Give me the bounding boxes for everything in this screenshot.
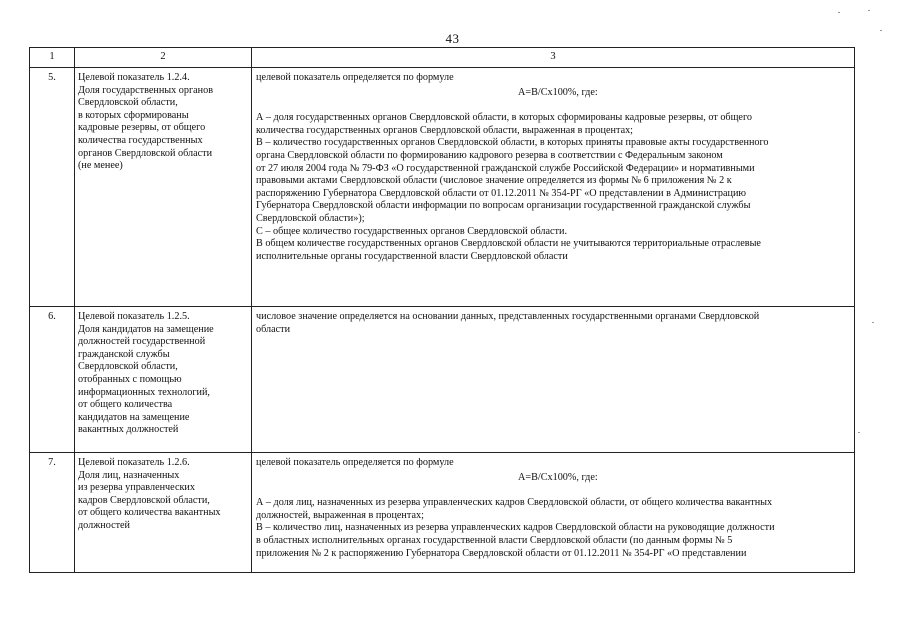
row-number: 6. [30, 307, 75, 453]
table-header-row [30, 48, 855, 68]
description-line: В – количество лиц, назначенных из резерва управленческих кадров Свердловской области на руководящие должности [256, 522, 775, 534]
description-line: Свердловской области»); [256, 212, 365, 224]
description-line: А – доля лиц, назначенных из резерва управленческих кадров Свердловской области, от общего количества вакантных [256, 497, 773, 509]
description-cell [252, 68, 855, 307]
description-line: В – количество государственных органов Свердловской области, в которых приняты правовые акты государственного [256, 137, 769, 149]
formula: А=В/Сх100%, где: [518, 86, 598, 98]
description-line: в областных исполнительных органах государственной власти Свердловской области (по данным формы № 5 [256, 534, 733, 546]
scan-speck [872, 322, 874, 323]
indicator-line: (не менее) [78, 160, 123, 172]
page-number: 43 [445, 31, 460, 46]
indicator-cell [75, 307, 252, 453]
description-line: числовое значение определяется на основании данных, представленных государственными органами Свердловской [256, 311, 760, 322]
indicator-line: должностей [78, 519, 131, 531]
description-line: органа Свердловской области по формированию кадрового резерва в соответствии с Федеральным законом [256, 149, 723, 161]
indicator-line: Целевой показатель 1.2.5. [78, 311, 190, 322]
indicator-cell [75, 68, 252, 307]
indicator-table [29, 47, 855, 573]
description-line: должностей, выраженная в процентах; [256, 509, 424, 521]
indicator-line: органов Свердловской области [78, 147, 213, 159]
indicator-line: в которых сформированы [78, 109, 189, 121]
description-line: С – общее количество государственных органов Свердловской области. [256, 225, 567, 237]
indicator-line: Целевой показатель 1.2.4. [78, 72, 190, 83]
table-row [30, 307, 855, 453]
indicator-line: от общего количества вакантных [78, 507, 221, 519]
indicator-line: Свердловской области, [78, 361, 178, 373]
indicator-line: вакантных должностей [78, 424, 179, 436]
header-cell-3: 3 [252, 48, 855, 68]
indicator-line: Доля лиц, назначенных [78, 469, 180, 481]
header-cell-2: 2 [75, 48, 252, 68]
indicator-line: Доля кандидатов на замещение [78, 323, 214, 335]
indicator-line: кандидатов на замещение [78, 411, 190, 423]
row-number: 7. [30, 453, 75, 573]
indicator-line: кадровые резервы, от общего [78, 122, 206, 134]
scan-speck [868, 10, 870, 11]
scan-speck [838, 12, 840, 13]
description-intro: целевой показатель определяется по формуле [256, 457, 454, 468]
indicator-line: из резерва управленческих [78, 482, 195, 494]
row-number: 5. [30, 68, 75, 307]
indicator-line: Свердловской области, [78, 97, 178, 109]
description-line: распоряжению Губернатора Свердловской области от 01.12.2011 № 354-РГ «О представлении в Администрацию [256, 187, 747, 199]
indicator-line: гражданской службы [78, 348, 170, 360]
description-line: правовыми актами Свердловской области (числовое значение определяется из формы № 6 приложения № 2 к [256, 175, 732, 187]
description-line: В общем количестве государственных органов Свердловской области не учитываются территориальные отраслевые [256, 238, 761, 250]
indicator-line: должностей государственной [78, 336, 206, 348]
header-cell-1: 1 [30, 48, 75, 68]
indicator-line: от общего количества [78, 399, 173, 411]
description-cell [252, 307, 855, 453]
description-line: от 27 июля 2004 года № 79-ФЗ «О государственной гражданской службе Российской Федерации» и нормативными [256, 162, 755, 174]
formula: А=В/Сх100%, где: [518, 471, 598, 483]
description-line: количества государственных органов Свердловской области, выраженная в процентах; [256, 124, 634, 136]
description-line: исполнительные органы государственной власти Свердловской области [256, 250, 568, 262]
table-row [30, 453, 855, 573]
indicator-line: Доля государственных органов [78, 84, 214, 96]
description-line: приложения № 2 к распоряжению Губернатора Свердловской области от 01.12.2011 № 354-РГ «О представлении [256, 547, 747, 559]
description-cell [252, 453, 855, 573]
description-intro: целевой показатель определяется по формуле [256, 72, 454, 83]
scan-speck [858, 432, 860, 433]
scan-speck [880, 30, 882, 31]
description-line: Губернатора Свердловской области информации по вопросам организации государственной гражданской службы [256, 200, 751, 212]
indicator-line: кадров Свердловской области, [78, 494, 210, 506]
indicator-cell [75, 453, 252, 573]
table-row [30, 68, 855, 307]
indicator-line: количества государственных [78, 134, 203, 146]
indicator-line: информационных технологий, [78, 386, 210, 398]
description-line: А – доля государственных органов Свердловской области, в которых сформированы кадровые резервы, от общего [256, 112, 752, 124]
indicator-line: отобранных с помощью [78, 373, 182, 385]
description-line: области [256, 323, 291, 335]
indicator-line: Целевой показатель 1.2.6. [78, 457, 190, 468]
